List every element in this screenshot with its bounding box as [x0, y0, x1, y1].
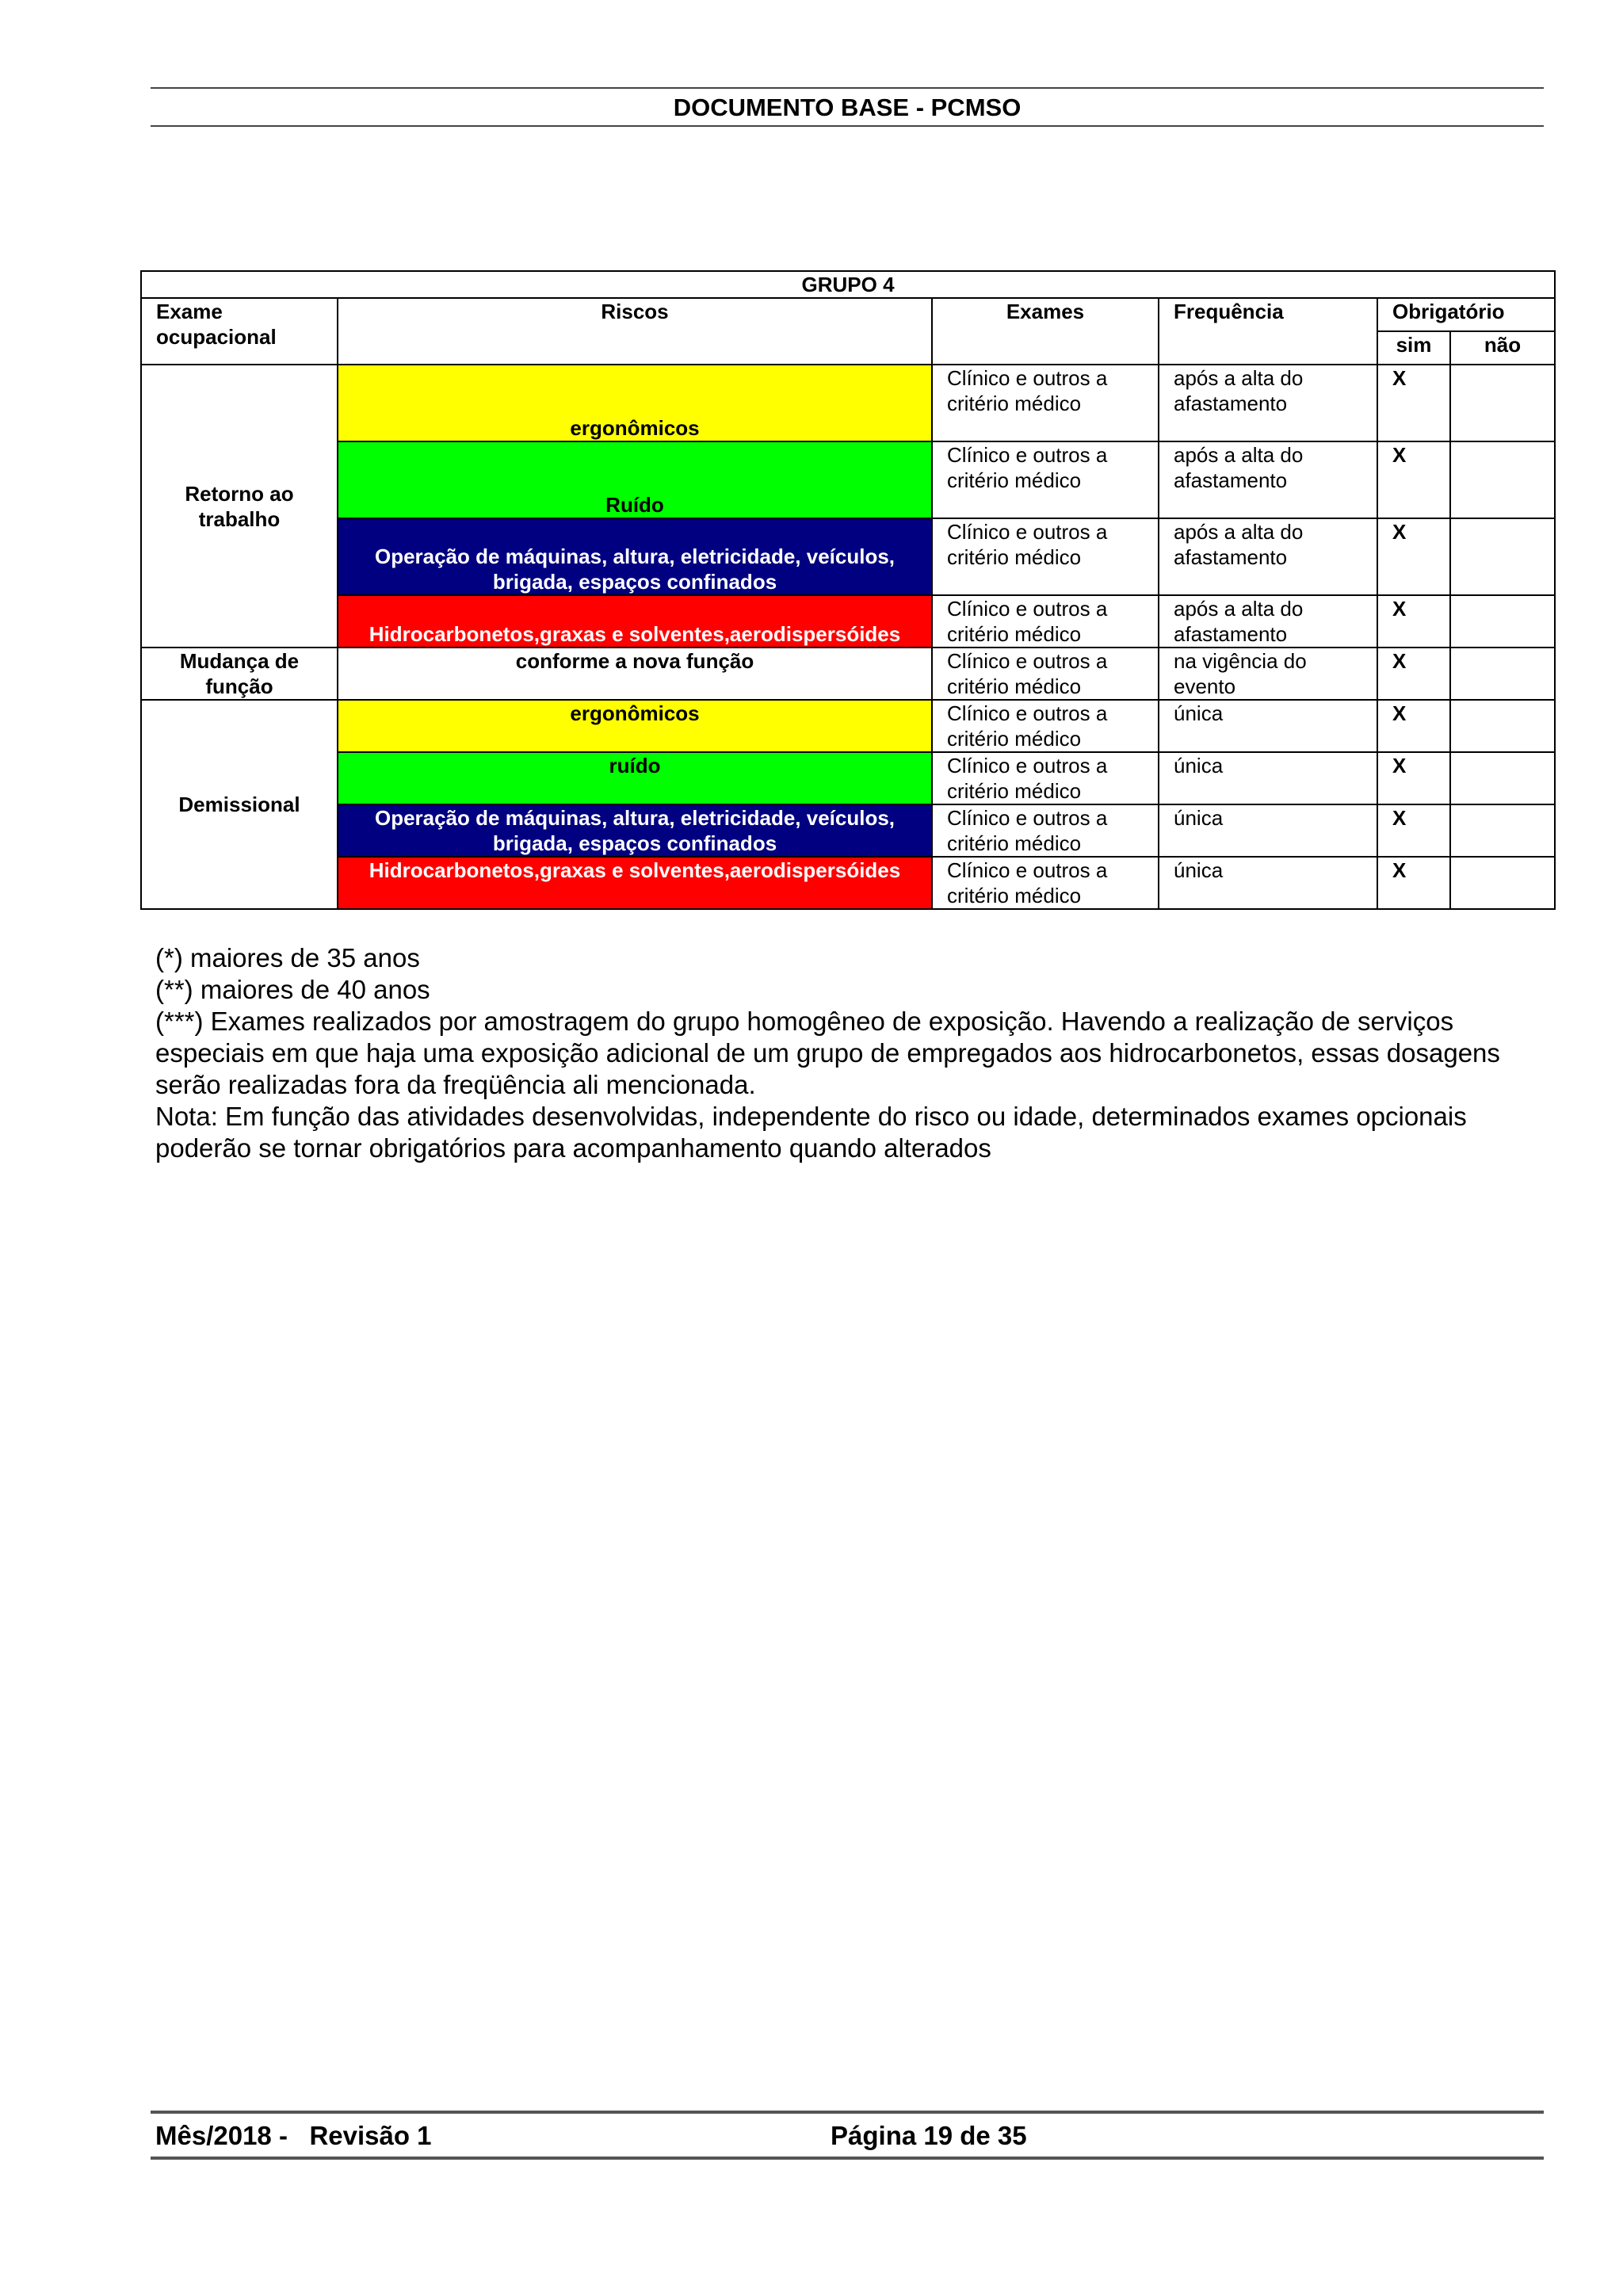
footer-revision: Mês/2018 - Revisão 1 — [155, 2121, 432, 2150]
risk-cell: conforme a nova função — [338, 648, 932, 700]
table-row — [141, 648, 1555, 700]
section-retorno: Retorno ao trabalho — [141, 365, 338, 648]
sim-cell: X — [1377, 518, 1450, 595]
frequencia-cell: única — [1159, 857, 1377, 909]
footer-rule-bottom — [151, 2157, 1544, 2160]
exames-cell: Clínico e outros a critério médico — [932, 700, 1159, 752]
sim-cell: X — [1377, 365, 1450, 441]
nao-cell — [1450, 700, 1555, 752]
nao-cell — [1450, 752, 1555, 804]
note-35: (*) maiores de 35 anos — [155, 943, 420, 972]
exames-cell: Clínico e outros a critério médico — [932, 752, 1159, 804]
footer-rule-top — [151, 2111, 1544, 2114]
table-row — [141, 752, 1555, 804]
table-row — [141, 441, 1555, 518]
header-frequencia: Frequência — [1159, 298, 1377, 365]
header-exames: Exames — [932, 298, 1159, 365]
header-rule-bottom — [151, 125, 1544, 127]
header-nao: não — [1450, 331, 1555, 365]
table-row — [141, 595, 1555, 648]
table-row — [141, 804, 1555, 857]
section-mudanca: Mudança de função — [141, 648, 338, 700]
sim-cell: X — [1377, 804, 1450, 857]
note-amostragem: (***) Exames realizados por amostragem do grupo homogêneo de exposição. Havendo a realização de serviços especiais em que haja uma exposição adicional de um grupo de empregados aos hidrocarbonetos, essas dosagens serão realizadas fora da freqüência ali mencionada. — [155, 1007, 1500, 1099]
risk-cell: Hidrocarbonetos,graxas e solventes,aerodispersóides — [338, 595, 932, 648]
exames-cell: Clínico e outros a critério médico — [932, 648, 1159, 700]
risk-cell: ergonômicos — [338, 365, 932, 441]
exames-cell: Clínico e outros a critério médico — [932, 365, 1159, 441]
exames-cell: Clínico e outros a critério médico — [932, 857, 1159, 909]
exam-table — [140, 270, 1556, 910]
footnotes — [155, 942, 1550, 1164]
nao-cell — [1450, 595, 1555, 648]
sim-cell: X — [1377, 595, 1450, 648]
risk-cell: Operação de máquinas, altura, eletricidade, veículos, brigada, espaços confinados — [338, 804, 932, 857]
footer-page-number: Página 19 de 35 — [831, 2121, 1027, 2150]
exames-cell: Clínico e outros a critério médico — [932, 595, 1159, 648]
table-row — [141, 700, 1555, 752]
nao-cell — [1450, 857, 1555, 909]
table-row — [141, 857, 1555, 909]
frequencia-cell: única — [1159, 752, 1377, 804]
nao-cell — [1450, 441, 1555, 518]
risk-cell: Ruído — [338, 441, 932, 518]
header-sim: sim — [1377, 331, 1450, 365]
note-nota: Nota: Em função das atividades desenvolvidas, independente do risco ou idade, determinados exames opcionais poderão se tornar obrigatórios para acompanhamento quando alterados — [155, 1102, 1467, 1163]
exames-cell: Clínico e outros a critério médico — [932, 804, 1159, 857]
table-row — [141, 518, 1555, 595]
document-title: DOCUMENTO BASE - PCMSO — [673, 94, 1022, 121]
header-rule-top — [151, 87, 1544, 89]
frequencia-cell: após a alta do afastamento — [1159, 365, 1377, 441]
risk-cell: ergonômicos — [338, 700, 932, 752]
header-exame: Exame ocupacional — [141, 298, 338, 365]
risk-cell: ruído — [338, 752, 932, 804]
frequencia-cell: única — [1159, 700, 1377, 752]
nao-cell — [1450, 804, 1555, 857]
nao-cell — [1450, 518, 1555, 595]
table-row — [141, 365, 1555, 441]
risk-cell: Operação de máquinas, altura, eletricidade, veículos, brigada, espaços confinados — [338, 518, 932, 595]
sim-cell: X — [1377, 441, 1450, 518]
group-title: GRUPO 4 — [141, 271, 1555, 298]
sim-cell: X — [1377, 857, 1450, 909]
nao-cell — [1450, 365, 1555, 441]
exames-cell: Clínico e outros a critério médico — [932, 441, 1159, 518]
risk-cell: Hidrocarbonetos,graxas e solventes,aerodispersóides — [338, 857, 932, 909]
note-40: (**) maiores de 40 anos — [155, 975, 430, 1004]
sim-cell: X — [1377, 648, 1450, 700]
exames-cell: Clínico e outros a critério médico — [932, 518, 1159, 595]
section-demissional: Demissional — [141, 700, 338, 909]
frequencia-cell: após a alta do afastamento — [1159, 441, 1377, 518]
frequencia-cell: na vigência do evento — [1159, 648, 1377, 700]
frequencia-cell: após a alta do afastamento — [1159, 518, 1377, 595]
nao-cell — [1450, 648, 1555, 700]
sim-cell: X — [1377, 752, 1450, 804]
header-riscos: Riscos — [338, 298, 932, 365]
frequencia-cell: única — [1159, 804, 1377, 857]
sim-cell: X — [1377, 700, 1450, 752]
header-obrigatorio: Obrigatório — [1377, 298, 1555, 331]
frequencia-cell: após a alta do afastamento — [1159, 595, 1377, 648]
